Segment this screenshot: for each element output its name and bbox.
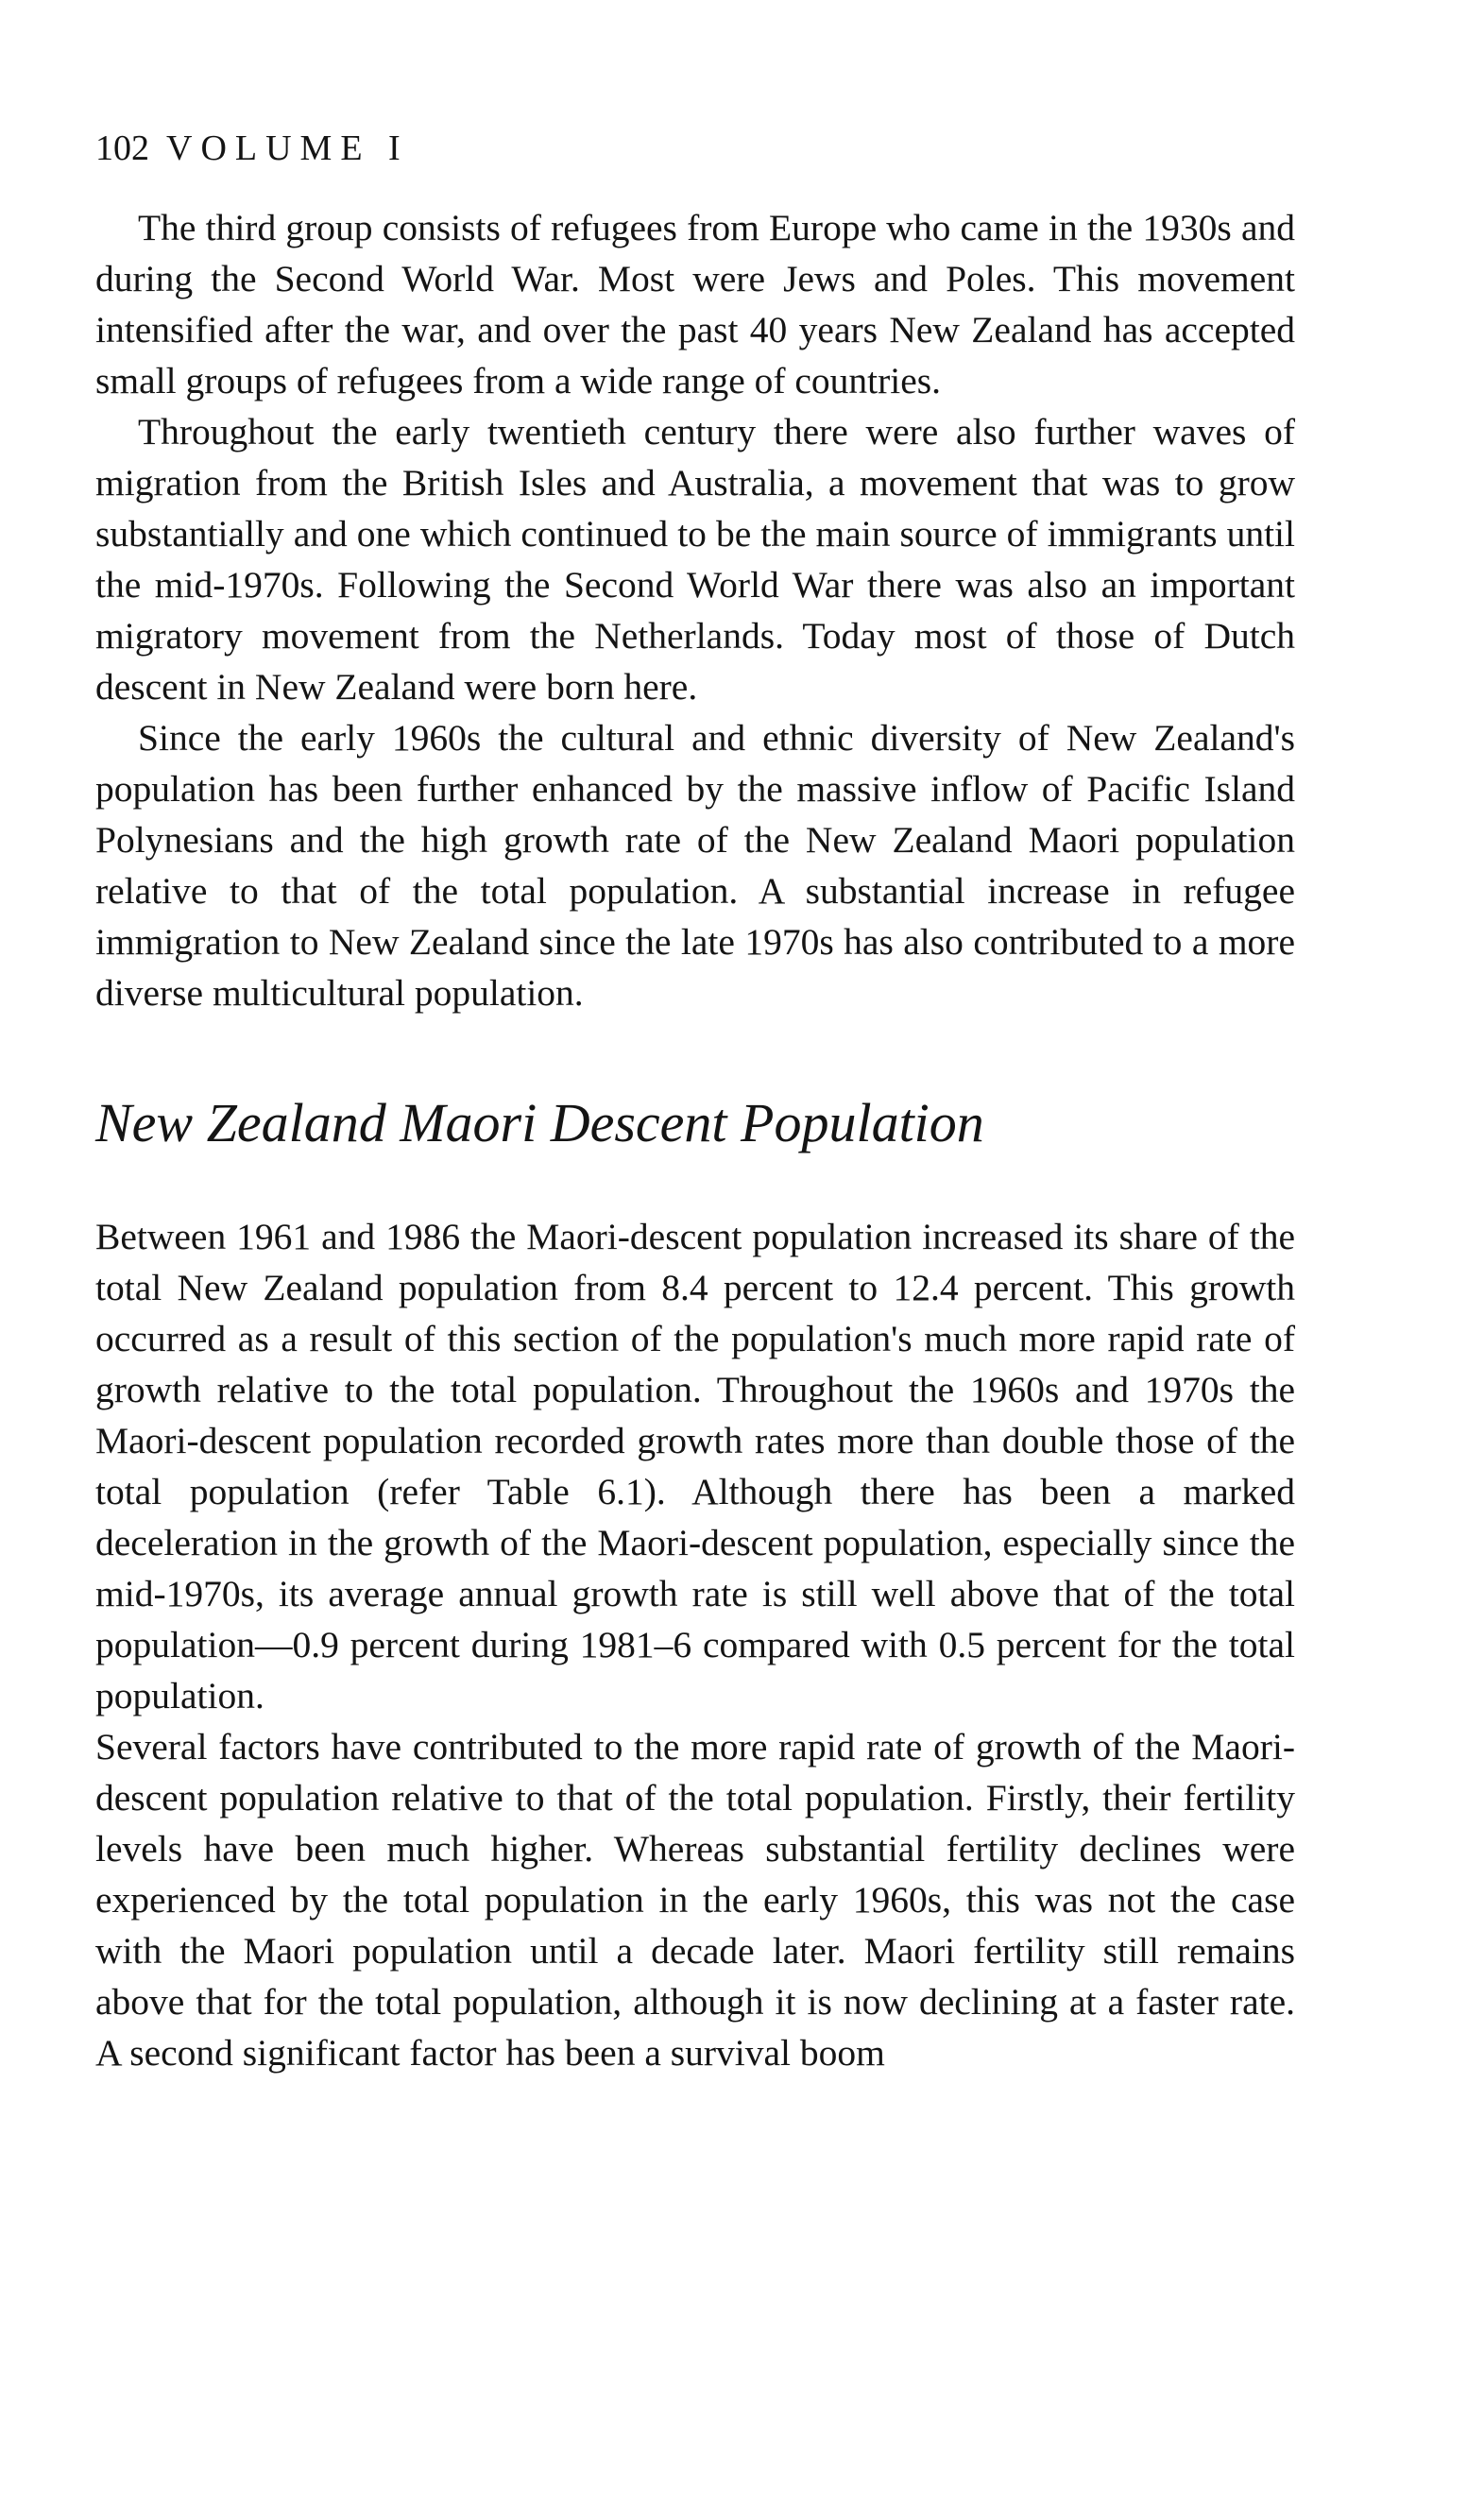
paragraph-maori-share: Between 1961 and 1986 the Maori-descent population increased its share of the total New Zealand population from 8.4 percent to 12.4 percent. This growth occurred as a result of this section of the population's much more rapid rate of growth relative to the total population. Throughout the 1960s and 1970s the Maori-descent population recorded growth rates more than double those of the total population (refer Table 6.1). Although there has been a marked deceleration in the growth of the Maori-descent population, especially since the mid-1970s, its average annual growth rate is still well above that of the total population—0.9 percent during 1981–6 compared with 0.5 percent for the total population. (95, 1216, 1295, 1716)
volume-label: VOLUME I (166, 128, 409, 168)
running-head (95, 130, 1295, 166)
section-heading: New Zealand Maori Descent Population (95, 1092, 984, 1153)
document-page (95, 130, 1295, 2078)
page-number: 102 (95, 128, 149, 168)
paragraph-migration-waves: Throughout the early twentieth century there were also further waves of migration from the British Isles and Australia, a movement that was to grow substantially and one which continued to be the main source of immigrants until the mid-1970s. Following the Second World War there was also an important migratory movement from the Netherlands. Today most of those of Dutch descent in New Zealand were born here. (95, 411, 1295, 708)
paragraph-diversity: Since the early 1960s the cultural and ethnic diversity of New Zealand's population has been further enhanced by the massive inflow of Pacific Island Polynesians and the high growth rate of the New Zealand Maori population relative to that of the total population. A substantial increase in refugee immigration to New Zealand since the late 1970s has also contributed to a more diverse multicultural population. (95, 717, 1295, 1014)
paragraph-refugees: The third group consists of refugees from Europe who came in the 1930s and during the Second World War. Most were Jews and Poles. This movement intensified after the war, and over the past 40 years New Zealand has accepted small groups of refugees from a wide range of countries. (95, 207, 1295, 401)
paragraph-growth-factors: Several factors have contributed to the more rapid rate of growth of the Maori-descent population relative to that of the total population. Firstly, their fertility levels have been much higher. Whereas substantial fertility declines were experienced by the total population in the early 1960s, this was not the case with the Maori population until a decade later. Maori fertility still remains above that for the total population, although it is now declining at a faster rate. A second significant factor has been a survival boom (95, 1726, 1295, 2074)
